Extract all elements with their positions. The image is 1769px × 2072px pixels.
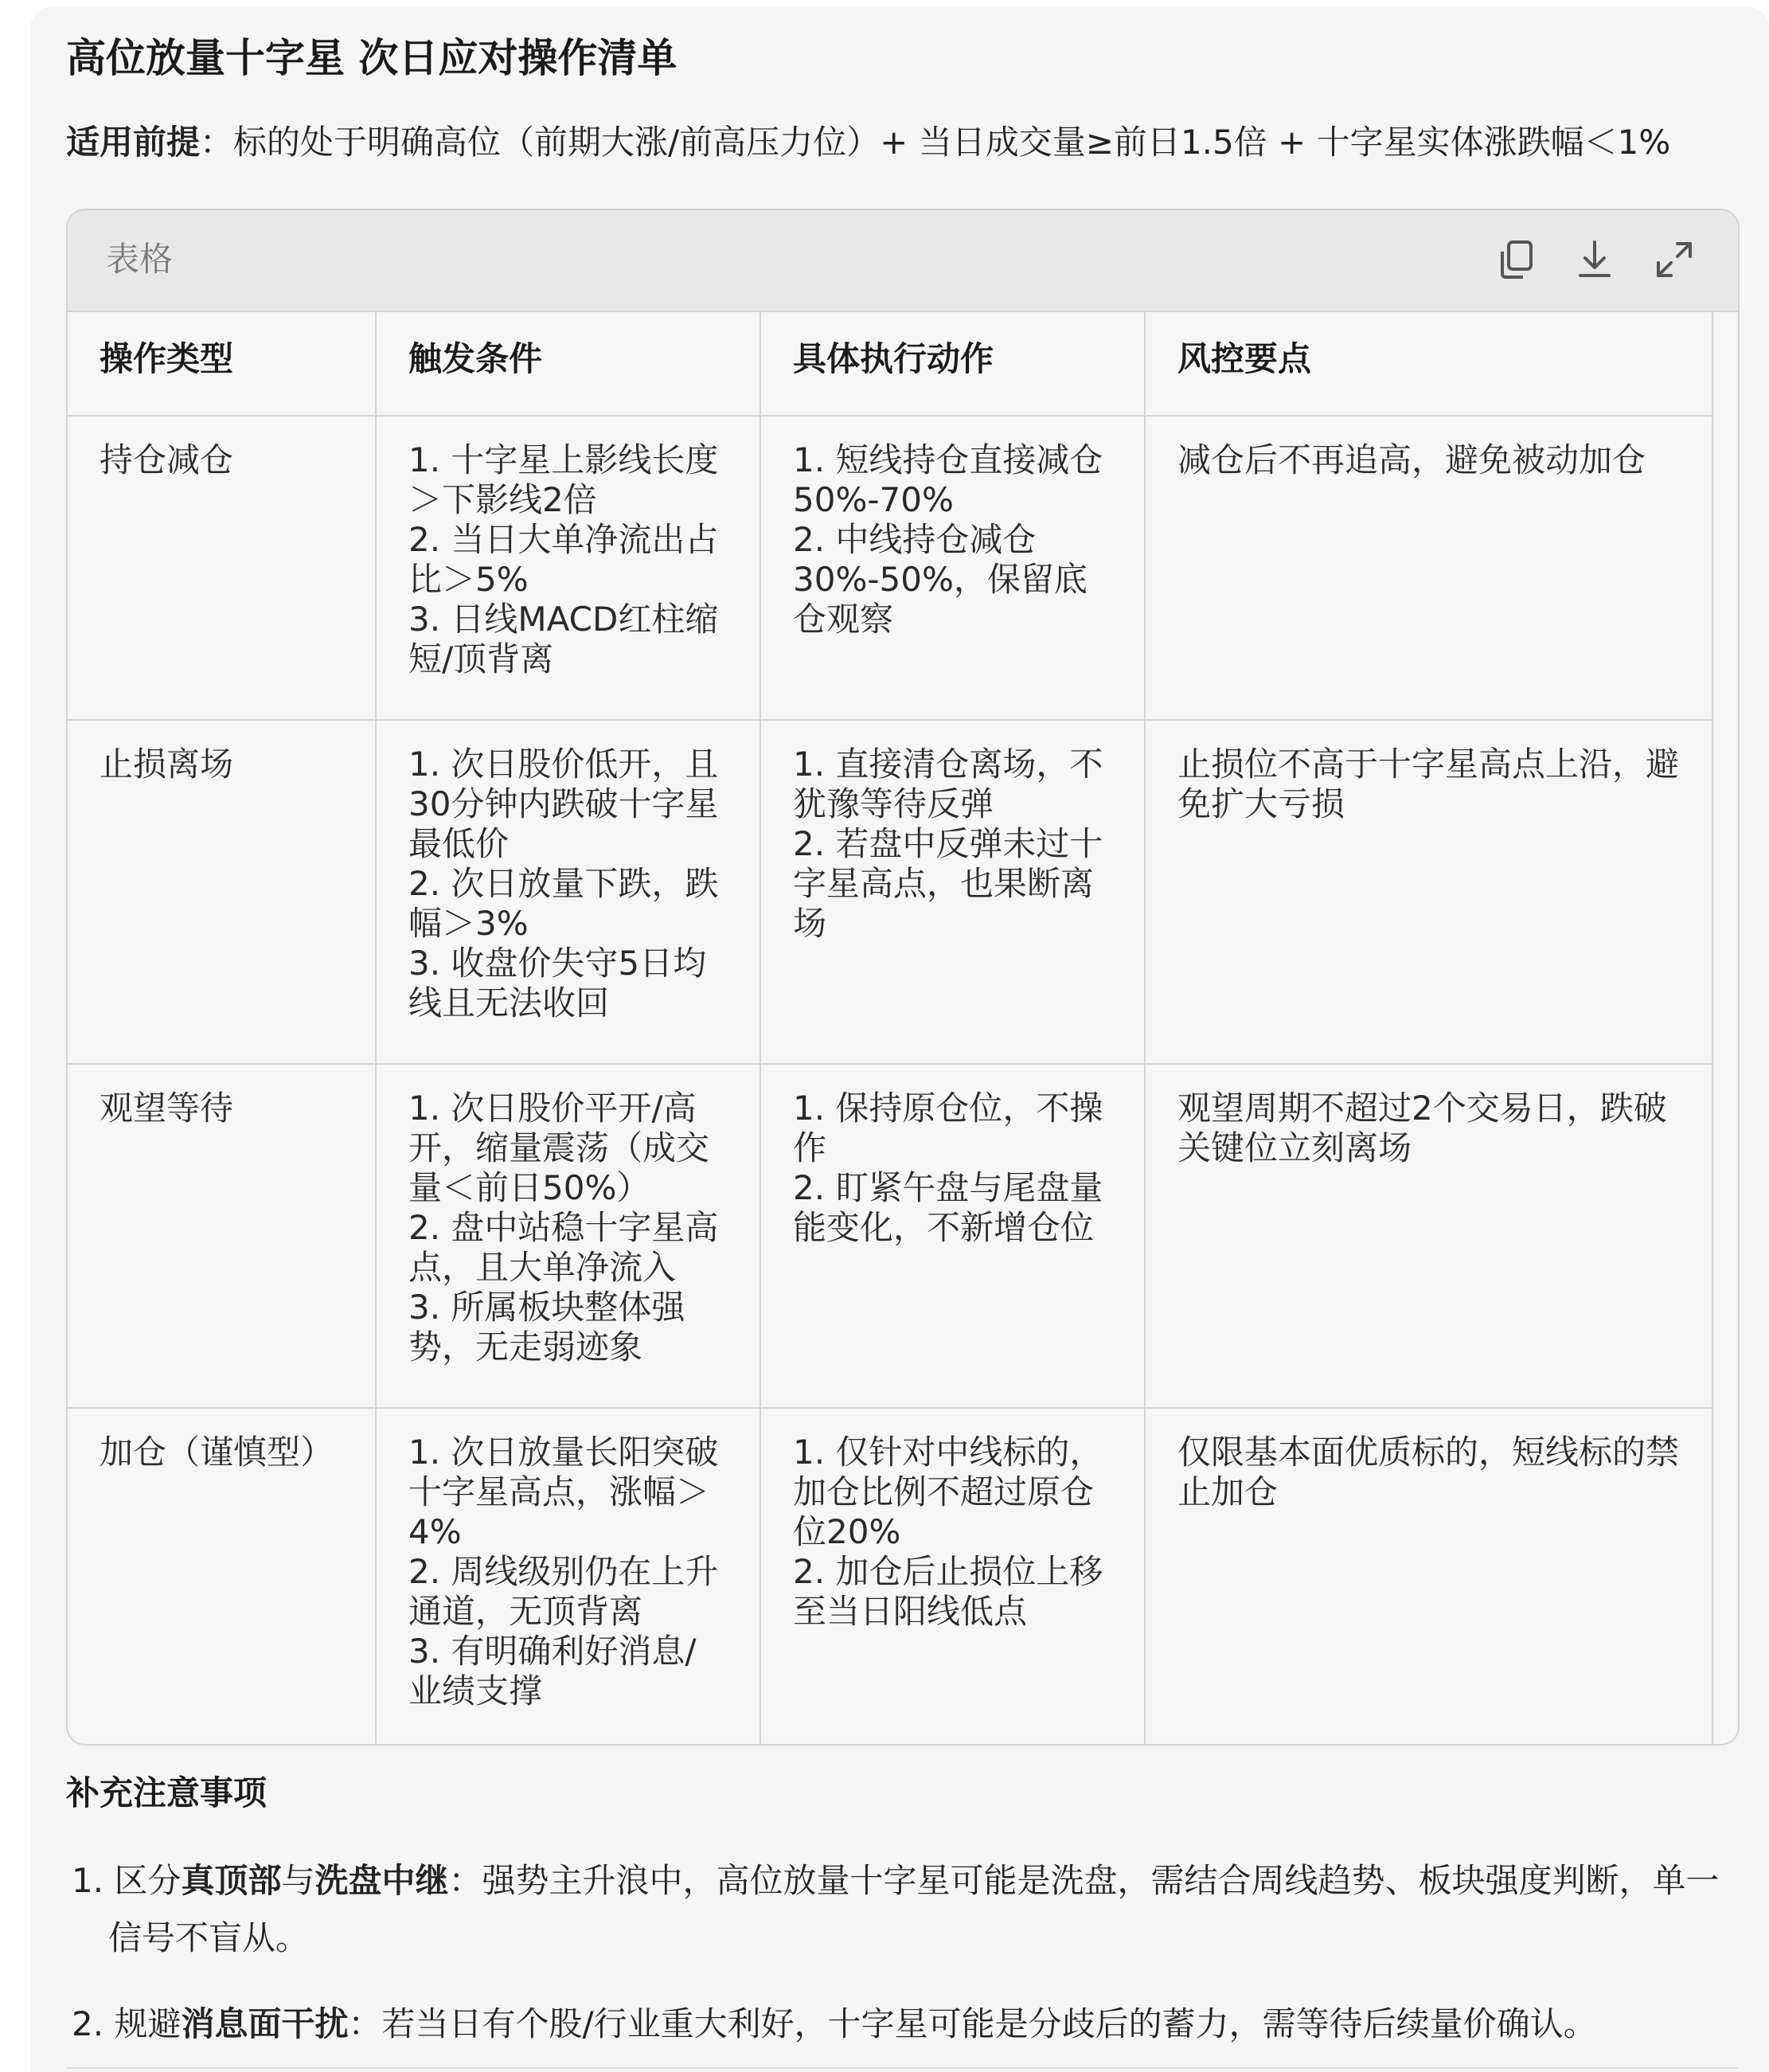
table-row: [68, 416, 1712, 720]
cell-risk-points: 仅限基本面优质标的，短线标的禁止加仓: [1145, 1408, 1712, 1746]
cell-execution-actions: [760, 720, 1145, 1064]
cell-operation-type: 观望等待: [68, 1064, 376, 1408]
condition-item: 1. 次日股价低开，且30分钟内跌破十字星最低价: [408, 745, 719, 863]
cell-trigger-conditions: [376, 1064, 760, 1408]
note-segment: 与: [281, 1861, 315, 1900]
table-card: [66, 209, 1740, 1746]
cell-risk-points: 减仓后不再追高，避免被动加仓: [1145, 416, 1712, 720]
cell-operation-type: 持仓减仓: [68, 416, 376, 720]
condition-item: 2. 当日大单净流出占比＞5%: [408, 520, 719, 599]
condition-item: 3. 日线MACD红柱缩短/顶背离: [408, 600, 719, 678]
column-header-trigger-conditions: 触发条件: [376, 312, 760, 416]
expand-icon[interactable]: [1649, 234, 1700, 285]
download-icon[interactable]: [1569, 234, 1620, 285]
note-item: [72, 1852, 1728, 1967]
note-emphasis: 洗盘中继: [314, 1861, 449, 1900]
premise-line: [66, 118, 1670, 167]
copy-icon[interactable]: [1491, 234, 1542, 285]
cell-operation-type: 止损离场: [68, 720, 376, 1064]
column-header-operation-type: 操作类型: [68, 312, 376, 416]
action-item: 1. 保持原仓位，不操作: [793, 1089, 1103, 1167]
premise-text: 标的处于明确高位（前期大涨/前高压力位）+ 当日成交量≥前日1.5倍 + 十字星实体涨跌幅＜1%: [233, 123, 1671, 162]
note-segment: ：强势主升浪中，高位放量十字星可能是洗盘，需结合周线趋势、板块强度判断，单一信号不盲从。: [108, 1861, 1720, 1957]
note-segment: ：若当日有个股/行业重大利好，十字星可能是分歧后的蓄力，需等待后续量价确认。: [348, 2004, 1597, 2043]
note-item: [72, 1996, 1728, 2053]
cell-trigger-conditions: [376, 416, 760, 720]
condition-item: 3. 所属板块整体强势，无走弱迹象: [408, 1288, 685, 1366]
column-header-risk-points: 风控要点: [1145, 312, 1712, 416]
action-item: 1. 直接清仓离场，不犹豫等待反弹: [793, 745, 1103, 823]
condition-item: 2. 盘中站稳十字星高点，且大单净流入: [408, 1208, 719, 1287]
action-item: 2. 加仓后止损位上移至当日阳线低点: [793, 1552, 1103, 1631]
table-row: [68, 1408, 1712, 1746]
operations-table: [68, 312, 1713, 1746]
condition-item: 1. 次日股价平开/高开，缩量震荡（成交量＜前日50%）: [408, 1089, 710, 1207]
action-item: 2. 中线持仓减仓30%-50%，保留底仓观察: [793, 520, 1088, 639]
note-segment: 区分: [114, 1861, 182, 1900]
condition-item: 2. 次日放量下跌，跌幅＞3%: [408, 864, 719, 943]
cell-operation-type: 加仓（谨慎型）: [68, 1408, 376, 1746]
premise-label: 适用前提: [66, 123, 201, 162]
condition-item: 3. 收盘价失守5日均线且无法收回: [408, 944, 707, 1022]
table-header-row: [68, 312, 1712, 416]
condition-item: 3. 有明确利好消息/业绩支撑: [408, 1632, 697, 1710]
condition-item: 2. 周线级别仍在上升通道，无顶背离: [408, 1552, 719, 1631]
condition-item: 1. 次日放量长阳突破十字星高点，涨幅＞4%: [408, 1433, 719, 1551]
note-text: [72, 1852, 1728, 1967]
table-toolbar: [68, 210, 1738, 312]
action-item: 1. 仅针对中线标的，加仓比例不超过原仓位20%: [793, 1433, 1103, 1551]
cell-trigger-conditions: [376, 720, 760, 1064]
table-row: [68, 1064, 1712, 1408]
action-item: 1. 短线持仓直接减仓50%-70%: [793, 440, 1103, 519]
table-toolbar-label: 表格: [106, 240, 174, 279]
condition-item: 1. 十字星上影线长度＞下影线2倍: [408, 440, 719, 519]
premise-separator: ：: [200, 123, 234, 162]
note-segment: 规避: [114, 2004, 182, 2043]
page-title: 高位放量十字星 次日应对操作清单: [66, 35, 678, 81]
action-item: 2. 若盘中反弹未过十字星高点，也果断离场: [793, 824, 1103, 943]
cell-trigger-conditions: [376, 1408, 760, 1746]
cell-execution-actions: [760, 1408, 1145, 1746]
action-item: 2. 盯紧午盘与尾盘量能变化，不新增仓位: [793, 1168, 1103, 1247]
cell-risk-points: 观望周期不超过2个交易日，跌破关键位立刻离场: [1145, 1064, 1712, 1408]
column-header-execution-actions: 具体执行动作: [760, 312, 1145, 416]
note-text: [72, 1996, 1728, 2053]
table-row: [68, 720, 1712, 1064]
cell-risk-points: 止损位不高于十字星高点上沿，避免扩大亏损: [1145, 720, 1712, 1064]
cell-execution-actions: [760, 416, 1145, 720]
cell-execution-actions: [760, 1064, 1145, 1408]
note-number: 2.: [72, 2004, 115, 2043]
divider: [66, 2067, 1738, 2069]
note-number: 1.: [72, 1861, 115, 1900]
note-emphasis: 消息面干扰: [181, 2004, 349, 2043]
note-emphasis: 真顶部: [181, 1861, 282, 1900]
notes-heading: 补充注意事项: [66, 1773, 267, 1812]
